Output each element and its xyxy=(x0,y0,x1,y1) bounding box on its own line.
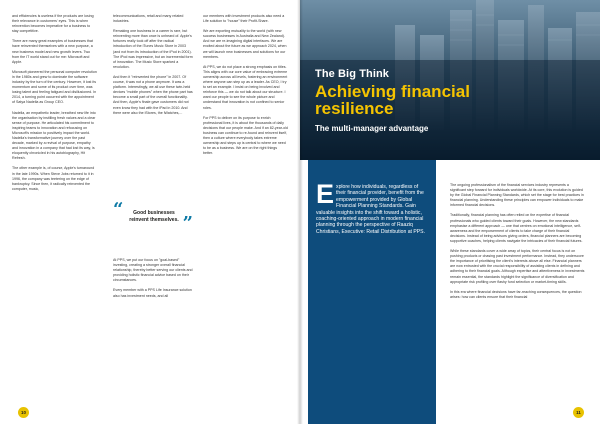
paragraph: telecommunications, retail and many related industries. xyxy=(113,14,184,24)
paragraph: Traditionally, financial planning has often relied on the expertise of financial professionals who guided clients toward their goals. However, the new standards emphasise a different approach — one that centres on emotional intelligence, self-awareness and the empowerment of clients to take charge of their financial decisions. Instead of being advisors giving orders, financial planners are becoming supportive coaches, helping clients navigate the intricacies of their financial futures. xyxy=(450,213,583,243)
drop-cap: E xyxy=(316,179,335,209)
paragraph: The ongoing professionalism of the financial services industry represents a significant step forward for individuals worldwide. At its core, this evolution is guided by the Global Financial Planning Standards, which set the stage for best practices in financial planning. Understanding these principles can empower individuals to make informed financial decisions. xyxy=(450,183,584,208)
paragraph: There are many great examples of businesses that have reinvented themselves with a new purpose, a new business model and new growth levers. Two from the IT world stand out for me: Microsoft and Apple. xyxy=(12,39,93,64)
paragraph: While these standards cover a wide array of topics, their central focus is not on pushing products or chasing past investment performance. Instead, they underscore the importance of prioritising the client's interests above all else. Financial planners are now entrusted with the crucial responsibility of assisting clients in defining and adhering to their financial goals. Although expertise and attentiveness in investments remain essential, the standards highlight the significance of diversification and appropriate risk profiling over flashy fund selection or market-timing skills. xyxy=(450,249,585,284)
paragraph: In this era where financial decisions have far-reaching consequences, the question arises: how can clients ensure that their financial xyxy=(450,289,582,299)
paragraph: Nadella, an empathetic leader, breathed new life into the organisation by instilling fresh values and a clear sense of purpose. He articulated his commitment to inspiring teams to innovation and refocusing on Microsoft's mission to positively impact the world. Nadella's transformative journey over the past decade, marked by a revival of purpose, empathy and innovation in a company that had lost its way, is eloquently chronicled in his autobiography, Hit Refresh. xyxy=(12,110,96,161)
right-page xyxy=(300,0,600,424)
page-number: 10 xyxy=(18,407,29,418)
paragraph: Remaking one business in a career is rare, but reinventing more than once is unheard of. Apple's fortunes really took off after the radical introduction of the iTunes Music Store in 2003 (and not from its introduction of the iPod in 2001). The iPod was impressive, but an incremental form of innovation. The Music Store sparked a revolution. xyxy=(113,29,193,69)
lead-paragraph xyxy=(316,179,428,235)
open-quote-icon: “ xyxy=(113,199,124,220)
paragraph: For PPS to deliver on its purpose to enrich professional lives, it is about the thousands of daily decisions that our people make. And if an 82-year-old business can continue to re-found and reinvent itself, then a culture where everybody takes extreme ownership and steps up is central to where we need to be as a business. We are on the right things better. xyxy=(203,115,288,156)
left-column-2-continued xyxy=(113,258,193,304)
paragraph: At PPS, we put our focus on "goal-based" investing, creating a stronger overall financial relationship, thereby better serving our clients and providing holistic financial advice based on their circumstances. xyxy=(113,258,193,283)
close-quote-icon: ” xyxy=(182,213,193,234)
section-kicker: The Big Think xyxy=(315,68,390,80)
paragraph: Microsoft pioneered the personal computer revolution in the 1980s and grew to dominate the software industry by the turn of the century. However, it lost its momentum and some of its product over time, was losing talent and feeling fatigued and disillusioned. In 2014, a turning point occurred with the appointment of Satya Nadella as Group CEO. xyxy=(12,69,97,105)
lead-text: xplore how individuals, regardless of their financial provider, benefit from the empowerment provided by Global Financial Planning Standards. Gain valuable insights into the shift toward a holistic, coaching-oriented approach in modern financial planning through the perspective of Raaziq Christians, Executive: Retail Distribution at PPS. xyxy=(316,184,425,235)
paragraph: And then it "reinvented the phone" in 2007. Of course, it was not a phone anymore. It was a platform. Interestingly, we all use these twin-held devices "mobile phones" when the phone part has become a small part of the overall functionality. And then, Apple's finale gave customers did not even know they had with the iPad in 2010. And there were also the iStores, the iWatches,... xyxy=(113,74,193,115)
left-column-3 xyxy=(203,14,288,161)
paragraph: The other example is, of course, Apple's turnaround in the late 1990s. When Steve Jobs returned to it in 1996, the company was teetering on the edge of bankruptcy. Since then, it radically reinvented the computer, music, xyxy=(12,166,95,191)
city-skyline-graphic xyxy=(300,0,600,160)
paragraph: our members with investment products also need a Life solution to "house" their Profit-Share. xyxy=(203,14,285,24)
paragraph: Every member with a PPS Life Insurance solution also has investment needs, and all xyxy=(113,288,192,298)
right-body-column xyxy=(450,183,585,305)
page-gutter xyxy=(297,0,303,424)
article-title: Achieving financial resilience xyxy=(315,82,470,118)
hero-image xyxy=(300,0,600,160)
paragraph: At PPS, we do not place a strong emphasis on titles. This aligns with our core value of embracing extreme ownership across all levels, fostering an environment where anyone can step up as a leader. As CEO, I try to set an example. I insist on being involved and reinforce this — we do not talk about our structure. I want our people to see the whole picture and understand that innovation is not confined to senior roles. xyxy=(203,64,288,110)
article-subtitle: The multi-manager advantage xyxy=(315,124,429,133)
left-column-1 xyxy=(12,14,97,197)
left-column-2 xyxy=(113,14,193,121)
page-number: 11 xyxy=(573,407,584,418)
paragraph: and efficiencies is useless if the products are losing their relevance in customers' eyes. This is when reinvention becomes imperative for a business to stay competitive. xyxy=(12,14,94,34)
paragraph: We are exporting mutuality to the world (with new success businesses in Australia and New Zealand). And we are re-imagining digital interfaces. We are excited about the future as we approach 2024, when we will launch new businesses and solutions for our members. xyxy=(203,29,287,59)
pull-quote-text: Good businesses reinvent themselves. xyxy=(129,210,179,223)
